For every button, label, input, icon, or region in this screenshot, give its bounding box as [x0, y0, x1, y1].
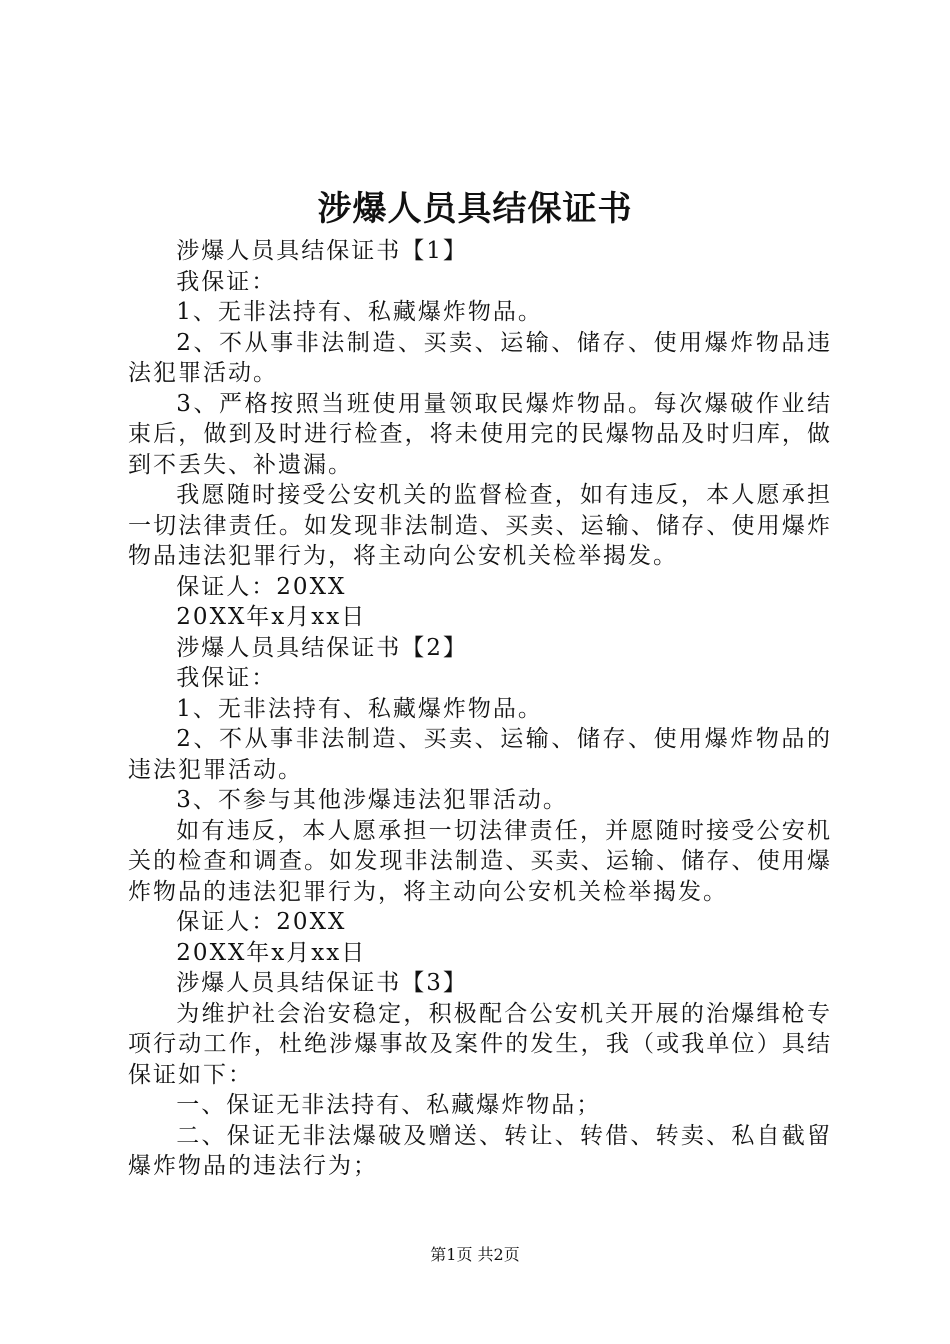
- section-heading-2: 涉爆人员具结保证书【2】: [176, 634, 468, 661]
- paragraph: 2、不从事非法制造、买卖、运输、储存、使用爆炸物品违法犯罪活动。: [128, 329, 832, 386]
- paragraph: 我愿随时接受公安机关的监督检查，如有违反，本人愿承担一切法律责任。如发现非法制造、买卖、运输、储存、使用爆炸物品违法犯罪行为，将主动向公安机关检举揭发。: [128, 482, 832, 569]
- paragraph: 3、严格按照当班使用量领取民爆炸物品。每次爆破作业结束后，做到及时进行检查，将未使用完的民爆物品及时归库，做到不丢失、补遗漏。: [128, 390, 832, 478]
- document-body: [128, 236, 832, 1182]
- paragraph: 如有违反，本人愿承担一切法律责任，并愿随时接受公安机关的检查和调查。如发现非法制造、买卖、运输、储存、使用爆炸物品的违法犯罪行为，将主动向公安机关检举揭发。: [128, 817, 832, 905]
- paragraph: 我保证：: [176, 268, 277, 295]
- paragraph: 为维护社会治安稳定，积极配合公安机关开展的治爆缉枪专项行动工作，杜绝涉爆事故及案件的发生，我（或我单位）具结保证如下：: [128, 1000, 832, 1088]
- signature-line: 保证人：20XX: [176, 909, 347, 935]
- signature-line: 保证人：20XX: [176, 573, 347, 600]
- page-number-footer: 第1页 共2页: [430, 1245, 520, 1264]
- paragraph: 二、保证无非法爆破及赠送、转让、转借、转卖、私自截留爆炸物品的违法行为；: [128, 1122, 832, 1179]
- section-heading-1: 涉爆人员具结保证书【1】: [176, 238, 468, 264]
- paragraph: 一、保证无非法持有、私藏爆炸物品；: [176, 1092, 602, 1118]
- paragraph: 3、不参与其他涉爆违法犯罪活动。: [176, 787, 568, 813]
- paragraph: 我保证：: [176, 665, 277, 691]
- date-line: 20XX年x月xx日: [176, 939, 367, 966]
- paragraph: 2、不从事非法制造、买卖、运输、储存、使用爆炸物品的违法犯罪活动。: [128, 726, 832, 783]
- paragraph: 1、无非法持有、私藏爆炸物品。: [176, 299, 543, 325]
- section-heading-3: 涉爆人员具结保证书【3】: [176, 970, 468, 996]
- date-line: 20XX年x月xx日: [176, 604, 367, 630]
- paragraph: 1、无非法持有、私藏爆炸物品。: [176, 695, 543, 722]
- document-title: 涉爆人员具结保证书: [317, 189, 633, 229]
